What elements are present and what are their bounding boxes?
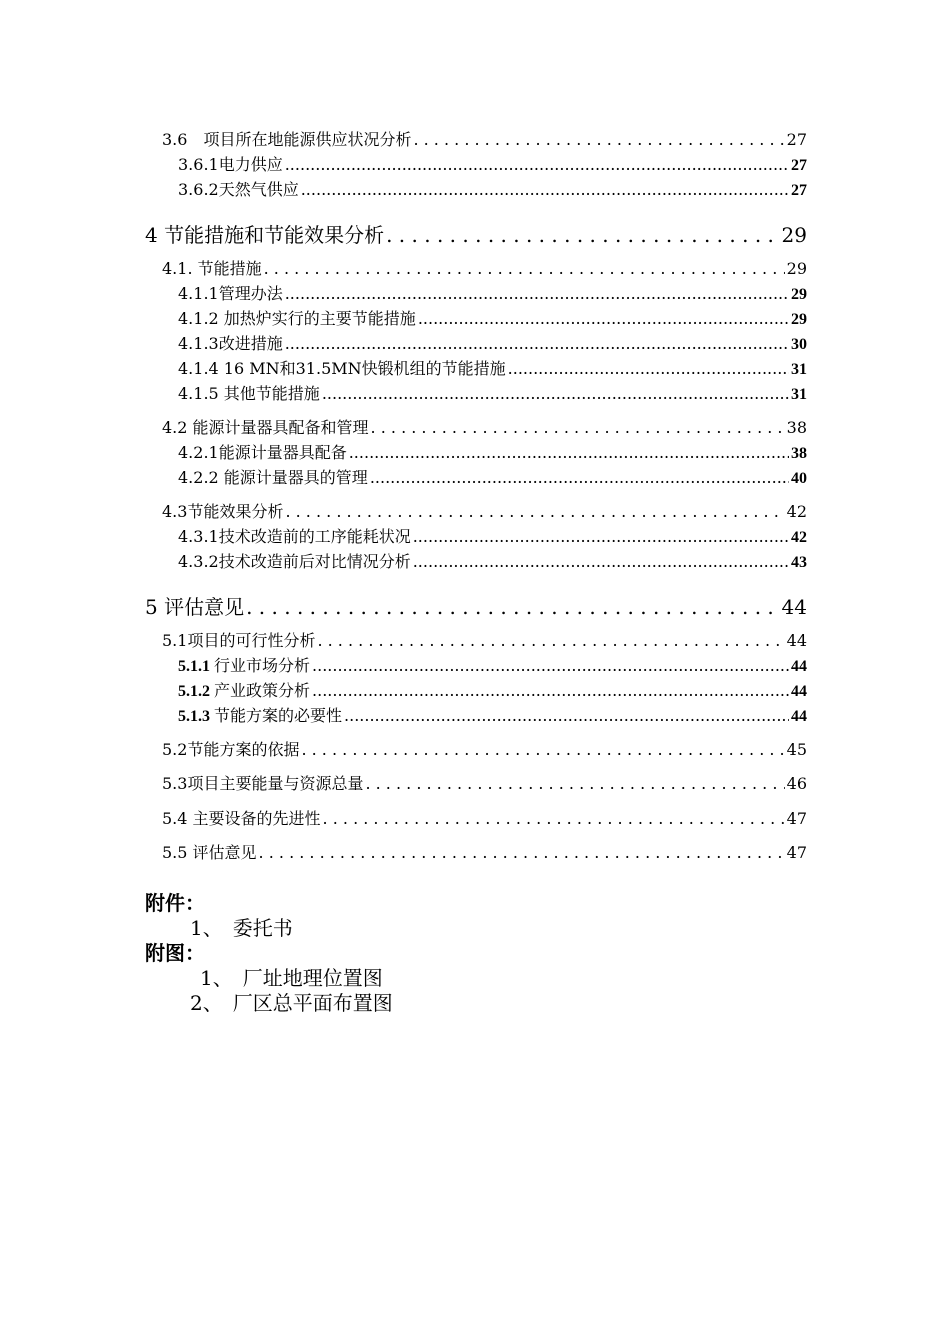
toc-page-number: 31 <box>791 361 807 378</box>
toc-entry[interactable] <box>162 127 807 150</box>
toc-leader-dots <box>344 706 789 725</box>
toc-entry-number: 5.1.2 <box>178 683 214 700</box>
toc-entry-title: 3.6.1电力供应 <box>178 155 283 174</box>
toc-entry-title: 5.4 主要设备的先进性 <box>162 809 321 828</box>
toc-entry-title: 4 节能措施和节能效果分析 <box>145 223 385 247</box>
toc-leader-dots <box>508 359 789 378</box>
toc-page-number: 27 <box>791 157 807 174</box>
toc-page-number: 40 <box>791 470 807 487</box>
toc-page-number: 29 <box>786 259 807 278</box>
toc-leader-dots <box>322 384 789 403</box>
toc-entry[interactable] <box>178 152 807 175</box>
toc-leader-dots <box>370 468 789 487</box>
toc-entry[interactable] <box>145 219 807 248</box>
toc-leader-dots <box>413 527 789 546</box>
toc-entry[interactable] <box>178 177 807 200</box>
toc-page-number: 38 <box>786 418 807 437</box>
toc-page-number: 44 <box>791 658 807 675</box>
toc-leader-dots <box>285 284 789 303</box>
toc-leader-dots <box>323 809 785 828</box>
toc-page-number: 42 <box>786 502 807 521</box>
toc-leader-dots <box>413 130 784 149</box>
toc-entry[interactable] <box>162 415 807 438</box>
toc-entry[interactable] <box>178 678 807 701</box>
toc-leader-dots <box>285 334 789 353</box>
toc-entry-number: 5.1.3 <box>178 708 214 725</box>
toc-entry-title: 4.2.1能源计量器具配备 <box>178 443 347 462</box>
toc-entry[interactable] <box>162 840 807 863</box>
toc-leader-dots <box>285 502 784 521</box>
toc-entry[interactable] <box>162 806 807 829</box>
toc-leader-dots <box>259 843 785 862</box>
toc-page-number: 46 <box>786 774 807 793</box>
toc-page-number: 38 <box>791 445 807 462</box>
toc-entry-title: 4.3.2技术改造前后对比情况分析 <box>178 552 411 571</box>
attachments-heading: 附件： <box>145 891 205 915</box>
toc-page-number: 27 <box>791 182 807 199</box>
figures-heading: 附图： <box>145 941 205 965</box>
toc-entry-text: 产业政策分析 <box>214 681 311 700</box>
toc-page-number: 47 <box>786 809 807 828</box>
toc-entry[interactable] <box>145 591 807 620</box>
toc-page-number: 45 <box>786 740 807 759</box>
toc-entry[interactable] <box>178 381 807 404</box>
toc-leader-dots <box>246 595 779 619</box>
toc-entry-title: 5.1项目的可行性分析 <box>162 631 316 650</box>
toc-entry-title: 4.1.3改进措施 <box>178 334 283 353</box>
toc-entry[interactable] <box>162 628 807 651</box>
toc-page-number: 27 <box>786 130 807 149</box>
toc-entry[interactable] <box>178 524 807 547</box>
toc-entry[interactable] <box>178 653 807 676</box>
toc-page-number: 43 <box>791 554 807 571</box>
toc-page-number: 29 <box>791 286 807 303</box>
toc-entry[interactable] <box>178 356 807 379</box>
toc-entry[interactable] <box>162 771 807 794</box>
toc-page-number: 47 <box>786 843 807 862</box>
toc-entry-title: 5.2节能方案的依据 <box>162 740 300 759</box>
toc-entry[interactable] <box>178 440 807 463</box>
toc-leader-dots <box>365 774 784 793</box>
toc-entry[interactable] <box>162 737 807 760</box>
toc-entry-title: 4.1.5 其他节能措施 <box>178 384 320 403</box>
toc-leader-dots <box>264 259 785 278</box>
toc-page-number: 29 <box>781 223 807 247</box>
toc-leader-dots <box>301 180 789 199</box>
toc-leader-dots <box>386 223 779 247</box>
toc-entry-title: 4.3节能效果分析 <box>162 502 284 521</box>
toc-entry-text: 节能方案的必要性 <box>214 706 343 725</box>
toc-entry-title <box>178 678 310 701</box>
toc-entry-number: 5.1.1 <box>178 658 214 675</box>
toc-entry[interactable] <box>178 703 807 726</box>
toc-page-number: 31 <box>791 386 807 403</box>
toc-entry-title: 4.2 能源计量器具配备和管理 <box>162 418 369 437</box>
toc-entry-title: 5.5 评估意见 <box>162 843 257 862</box>
attachment-item: 1、 委托书 <box>190 916 293 940</box>
toc-entry-title <box>178 703 342 726</box>
toc-entry-title <box>178 653 310 676</box>
toc-page-number: 44 <box>786 631 807 650</box>
toc-entry-title: 4.1.2 加热炉实行的主要节能措施 <box>178 309 416 328</box>
toc-leader-dots <box>317 631 784 650</box>
toc-leader-dots <box>418 309 789 328</box>
toc-page-number: 44 <box>791 708 807 725</box>
figure-item: 2、 厂区总平面布置图 <box>190 991 393 1015</box>
toc-entry-text: 行业市场分析 <box>214 656 311 675</box>
toc-entry-title: 5.3项目主要能量与资源总量 <box>162 774 364 793</box>
toc-entry[interactable] <box>178 549 807 572</box>
toc-leader-dots <box>301 740 784 759</box>
toc-entry[interactable] <box>178 281 807 304</box>
toc-leader-dots <box>312 681 789 700</box>
toc-leader-dots <box>312 656 789 675</box>
toc-entry-title: 4.1.4 16 MN和31.5MN快锻机组的节能措施 <box>178 359 506 378</box>
toc-entry[interactable] <box>162 256 807 279</box>
toc-entry-title: 4.3.1技术改造前的工序能耗状况 <box>178 527 411 546</box>
toc-leader-dots <box>285 155 789 174</box>
figure-item: 1、 厂址地理位置图 <box>200 966 383 990</box>
toc-entry[interactable] <box>178 331 807 354</box>
toc-page-number: 30 <box>791 336 807 353</box>
toc-page-number: 29 <box>791 311 807 328</box>
toc-entry[interactable] <box>178 465 807 488</box>
toc-page-number: 44 <box>781 595 807 619</box>
toc-entry-title: 4.2.2 能源计量器具的管理 <box>178 468 368 487</box>
toc-entry-title: 3.6 项目所在地能源供应状况分析 <box>162 130 412 149</box>
toc-entry-title: 4.1. 节能措施 <box>162 259 262 278</box>
toc-page-number: 44 <box>791 683 807 700</box>
toc-entry[interactable] <box>162 499 807 522</box>
toc-entry[interactable] <box>178 306 807 329</box>
toc-leader-dots <box>413 552 789 571</box>
toc-page-number: 42 <box>791 529 807 546</box>
toc-entry-title: 3.6.2天然气供应 <box>178 180 299 199</box>
toc-leader-dots <box>349 443 789 462</box>
toc-leader-dots <box>371 418 785 437</box>
toc-entry-title: 5 评估意见 <box>145 595 245 619</box>
toc-entry-title: 4.1.1管理办法 <box>178 284 283 303</box>
